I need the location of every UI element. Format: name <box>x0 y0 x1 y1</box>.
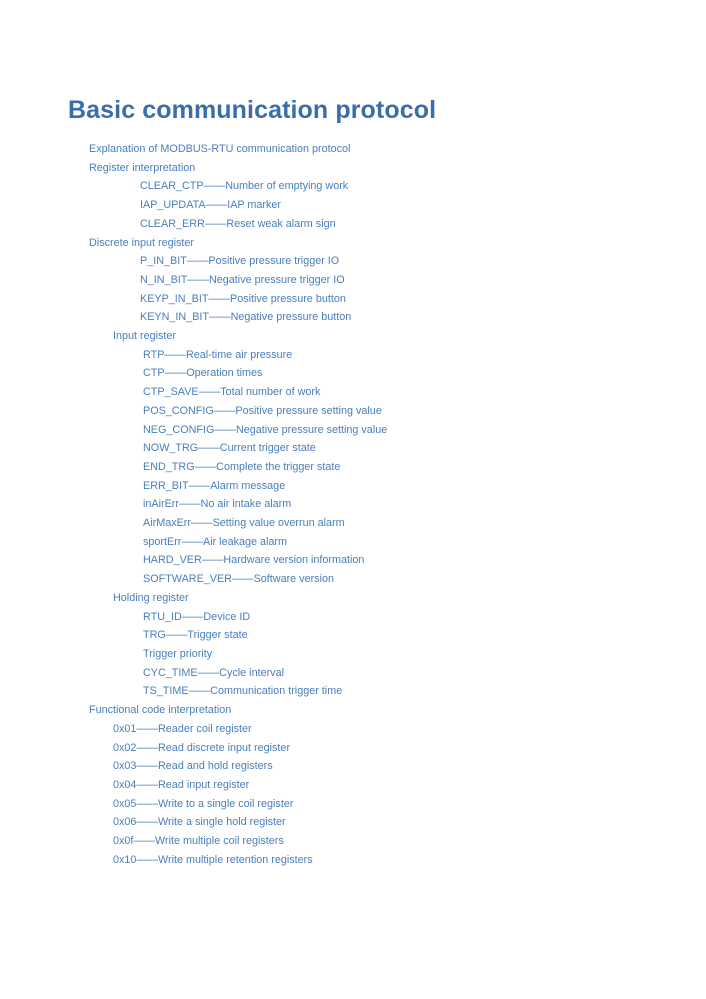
outline-line: HARD_VER——Hardware version information <box>143 554 365 567</box>
outline-line: Functional code interpretation <box>89 704 232 717</box>
outline-line: POS_CONFIG——Positive pressure setting value <box>143 404 382 417</box>
outline-line: CYC_TIME——Cycle interval <box>143 666 284 679</box>
outline-line: CLEAR_CTP——Number of emptying work <box>140 180 349 193</box>
outline-line: Trigger priority <box>143 647 213 660</box>
outline-line: inAirErr——No air intake alarm <box>143 498 292 511</box>
outline-line: Discrete input register <box>89 236 195 249</box>
outline-line: Explanation of MODBUS-RTU communication protocol <box>89 143 351 155</box>
outline-line: END_TRG——Complete the trigger state <box>143 460 341 473</box>
outline-line: 0x04——Read input register <box>113 778 250 791</box>
outline-line: NEG_CONFIG——Negative pressure setting value <box>143 423 388 436</box>
outline-line: 0x06——Write a single hold register <box>113 816 286 829</box>
outline-line: KEYP_IN_BIT——Positive pressure button <box>140 292 346 305</box>
outline-line: AirMaxErr——Setting value overrun alarm <box>143 517 345 530</box>
outline-line: Input register <box>113 330 177 343</box>
outline-line: TRG——Trigger state <box>143 629 248 642</box>
outline-line: CTP——Operation times <box>143 367 263 380</box>
page-title: Basic communication protocol <box>68 96 437 124</box>
outline-line: IAP_UPDATA——IAP marker <box>140 199 281 212</box>
outline-line: RTP——Real-time air pressure <box>143 348 293 361</box>
outline-line: Register interpretation <box>89 161 196 174</box>
outline-line: ERR_BIT——Alarm message <box>143 479 286 492</box>
outline-line: KEYN_IN_BIT——Negative pressure button <box>140 311 352 324</box>
outline-line: 0x05——Write to a single coil register <box>113 797 294 810</box>
outline-line: N_IN_BIT——Negative pressure trigger IO <box>140 273 345 286</box>
outline-line: sportErr——Air leakage alarm <box>143 535 288 548</box>
outline-line: NOW_TRG——Current trigger state <box>143 442 316 455</box>
outline-line: 0x02——Read discrete input register <box>113 741 291 754</box>
outline-line: 0x01——Reader coil register <box>113 722 252 735</box>
outline-line: P_IN_BIT——Positive pressure trigger IO <box>140 255 340 268</box>
outline-line: 0x10——Write multiple retention registers <box>113 853 313 866</box>
protocol-outline <box>0 140 706 869</box>
outline-line: SOFTWARE_VER——Software version <box>143 573 334 586</box>
outline-line: CTP_SAVE——Total number of work <box>143 386 321 399</box>
outline-line: TS_TIME——Communication trigger time <box>143 685 343 698</box>
outline-line: RTU_ID——Device ID <box>143 610 251 623</box>
outline-line: Holding register <box>113 591 189 604</box>
outline-line: 0x03——Read and hold registers <box>113 760 273 773</box>
outline-line: 0x0f——Write multiple coil registers <box>113 835 284 848</box>
outline-line: CLEAR_ERR——Reset weak alarm sign <box>140 217 336 230</box>
